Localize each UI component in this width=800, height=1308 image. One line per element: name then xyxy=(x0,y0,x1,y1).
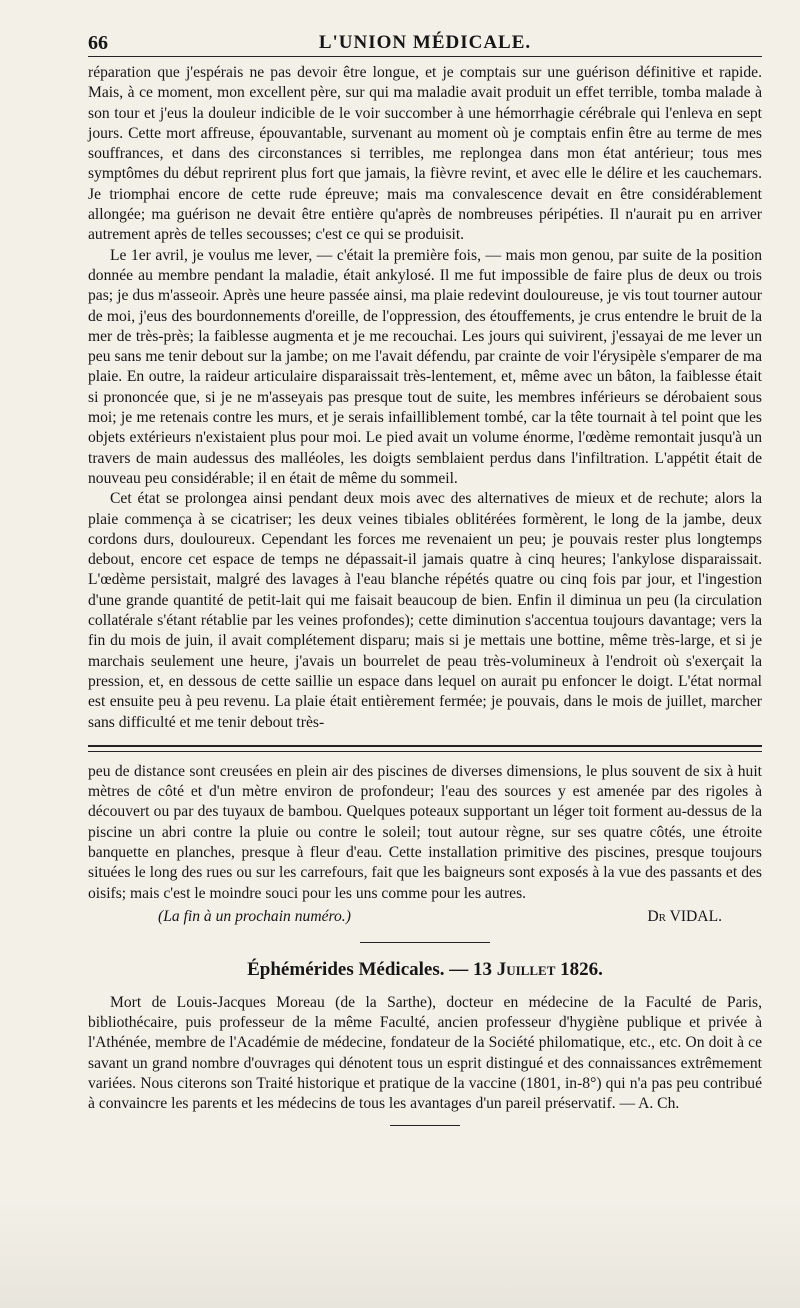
feuilleton-signoff xyxy=(88,904,762,930)
ephemerides-title: Éphémérides Médicales. xyxy=(247,958,445,980)
ephemerides-dash: — xyxy=(449,958,469,980)
page-header xyxy=(88,22,762,57)
article-paragraph-1: réparation que j'espérais ne pas devoir être longue, et je comptais sur une guérison définitive et rapide. Mais, à ce moment, mon excellent père, sur qui ma maladie avait produit un effet terrible, tomba malade à son tour et j'eus la douleur indicible de le voir succomber à une hémorrhagie cérébrale qui l'enleva en sept jours. Cette mort affreuse, épouvantable, survenant au moment où je comptais enfin être au terme de mes souffrances, et dans des circonstances si terribles, me replongea dans mon état antérieur; tous mes symptômes du début reprirent plus fort que jamais, la fièvre revint, et avec elle le délire et les cauchemars. Je triomphai encore de cette rude épreuve; mais ma convalescence devait en être considérablement allongée; ma guérison ne devait être entière qu'après de nombreuses péripéties. Il n'aurait pu en arriver autrement après de telles secousses; c'est ce qui se produisit. xyxy=(88,64,762,244)
continued-note: (La fin à un prochain numéro.) xyxy=(158,907,351,925)
running-head: L'UNION MÉDICALE. xyxy=(318,32,532,53)
article-paragraph-3: Cet état se prolongea ainsi pendant deux mois avec des alternatives de mieux et de rechute; alors la plaie commença à se cicatriser; les deux veines tibiales oblitérées formèrent, le long de la jambe, deux cordons durs, douloureux. Cependant les forces me revenaient un peu; je pouvais rester plus longtemps debout, encore cet espace de temps ne dépassait-il jamais quatre à cinq heures; l'ankylose disparaissait. L'œdème persistait, malgré des lavages à l'eau blanche répétés quatre ou cinq fois par jour, et l'ingestion d'une grande quantité de petit-lait qui me faisait beaucoup de bien. Enfin il diminua un peu (la circulation collatérale s'étant rétablie par les veines profondes); cette diminution s'accentua toujours davantage; vers la fin du mois de juin, il avait complétement disparu; mais si je mettais une bottine, même très-large, et si je marchais seulement une heure, j'avais un bourrelet de peau très-volumineux à l'endroit où s'exerçait la pression, et, en dessous de cette saillie un espace dans lequel on aurait pu enfoncer le doigt. L'état normal est ensuite peu à peu revenu. La plaie était entièrement fermée; je pouvais, dans le mois de juillet, marcher sans difficulté et me tenir debout très- xyxy=(88,490,762,731)
feuilleton-author: Dr VIDAL. xyxy=(647,907,722,925)
ephemerides-heading xyxy=(88,957,762,983)
section-divider xyxy=(360,942,490,943)
ephemerides-date: 13 Juillet 1826. xyxy=(472,958,603,980)
article-body xyxy=(88,63,762,733)
ephemerides-section xyxy=(88,957,762,1126)
bleed-through-shading xyxy=(0,1198,800,1308)
feuilleton-section xyxy=(88,762,762,930)
article-paragraph-2: Le 1er avril, je voulus me lever, — c'était la première fois, — mais mon genou, par suite de la position donnée au membre pendant la maladie, était ankylosé. Il me fut impossible de faire plus de deux ou trois pas; je dus m'asseoir. Après une heure passée ainsi, ma plaie redevint douloureuse, je vis tout tourner autour de moi, j'eus des bourdonnements d'oreille, de l'oppression, des étouffements, je crus entendre le bruit de la mer de très-près; la faiblesse augmenta et je me recouchai. Les jours qui suivirent, j'essayai de me lever un peu sans me tenir debout sur la jambe; on me l'avait défendu, par crainte de voir l'érysipèle s'emparer de ma plaie. En outre, la raideur articulaire disparaissait très-lentement, et, même avec un bâton, la faiblesse était si prononcée que, si je ne m'asseyais pas presque tout de suite, les membres inférieurs se dérobaient sous moi; je me retenais contre les murs, et je serais infailliblement tombé, car la tête tournait à tel point que les objets extérieurs n'existaient plus pour moi. Le pied avait un volume énorme, l'œdème remontait jusqu'à un travers de main audessus des malléoles, les doigts semblaient perdus dans l'infiltration. L'appétit était de nouveau peu considérable; il en était de même du sommeil. xyxy=(88,246,762,487)
ephemerides-paragraph: Mort de Louis-Jacques Moreau (de la Sarthe), docteur en médecine de la Faculté de Paris, bibliothécaire, puis professeur de la même Faculté, ancien professeur d'hygiène publique et privée à l'Athénée, membre de l'Académie de médecine, fondateur de la Société philomatique, etc., etc. On doit à ce savant un grand nombre d'ouvrages qui dénotent tous un esprit distingué et des connaissances extrêmement variées. Nous citerons son Traité historique et pratique de la vaccine (1801, in-8°) qui n'a pas peu contribué à convaincre les parents et les médecins de tous les avantages d'un pareil préservatif. — A. Ch. xyxy=(88,993,762,1113)
closing-divider xyxy=(390,1125,460,1126)
feuilleton-divider xyxy=(88,745,762,752)
feuilleton-paragraph: peu de distance sont creusées en plein air des piscines de diverses dimensions, le plus souvent de six à huit mètres de côté et d'un mètre environ de profondeur; l'eau des sources y est amenée par des rigoles à découvert ou par des tuyaux de bambou. Quelques poteaux supportant un léger toit forment au-dessus de la piscine un abri contre la pluie ou contre le soleil; tout autour règne, sur ses quatre côtés, une étroite banquette en planches, presque à fleur d'eau. Cette installation primitive des piscines, presque toujours situées le long des rues ou sur les carrefours, fait que les baigneurs sont exposés à la vue des passants et des oisifs; mais c'est le moindre souci pour les uns comme pour les autres. xyxy=(88,762,762,902)
page-number: 66 xyxy=(88,32,108,54)
